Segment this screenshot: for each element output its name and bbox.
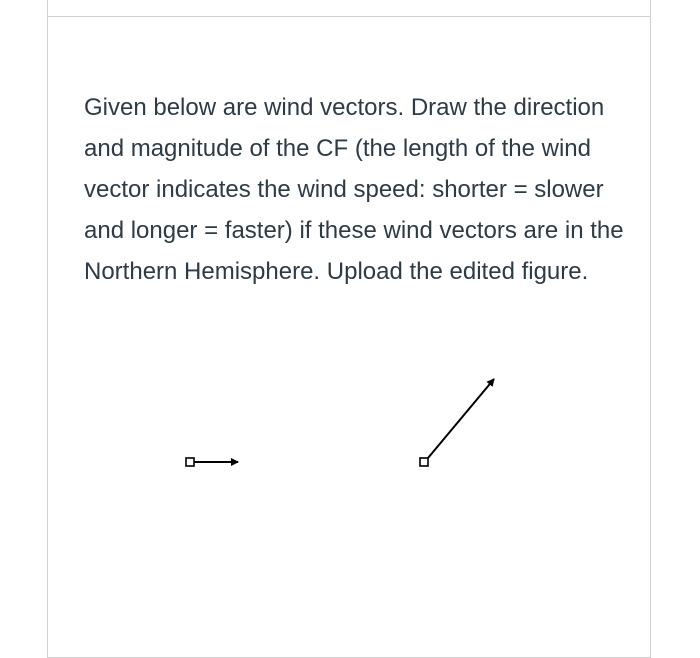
wind-vector-figure — [48, 359, 652, 499]
card-divider — [48, 16, 650, 17]
vector-origin-box — [420, 458, 428, 466]
question-text: Given below are wind vectors. Draw the direction and magnitude of the CF (the length of the wind vector indicates the wind speed: shorter = slower and longer = faster) if these wind vectors are in the Northern Hemisphere. Upload the edited figure. — [84, 94, 624, 285]
vector-origin-box — [186, 458, 194, 466]
short-east-wind-vector — [186, 458, 238, 466]
question-card — [47, 0, 651, 658]
long-northeast-wind-vector — [420, 379, 494, 466]
vector-shaft — [428, 379, 494, 458]
